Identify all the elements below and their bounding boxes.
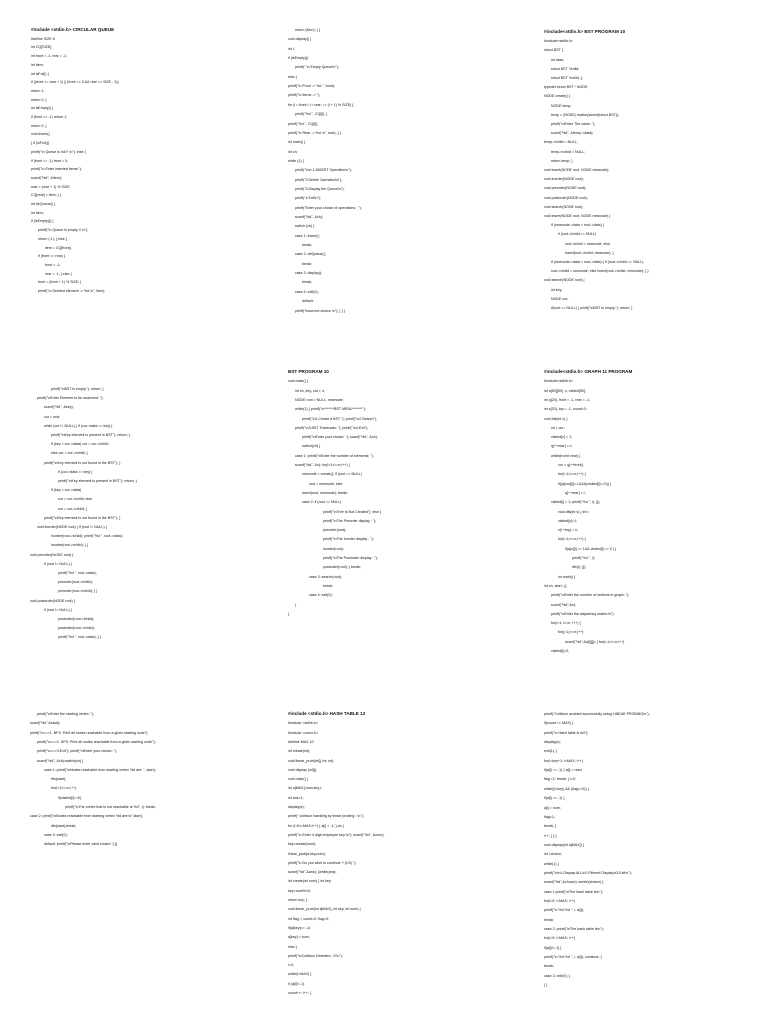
code-line: typedef struct BST * NODE; — [544, 85, 589, 90]
code-line: printf("\nEnter Element to be searched: "); — [37, 396, 104, 401]
code-line: if(a[i] == -1) { a[i] = num; — [544, 768, 583, 773]
code-line: else { — [288, 944, 297, 949]
code-line: int ch; — [288, 149, 298, 154]
code-line: int a[MAX],num,key,i; — [288, 786, 322, 791]
code-line: break; — [302, 261, 312, 266]
code-line: key=create(num); — [288, 842, 317, 847]
code-line: if (isEmpty()) — [288, 56, 309, 61]
code-heading: BST PROGRAM 10 — [288, 369, 329, 374]
code-line: } } — [544, 983, 548, 988]
code-line: if (root != NULL) { — [44, 561, 72, 566]
code-line: case 1:printf("\nThe hash table is\n"); — [544, 889, 603, 894]
code-line: return (-1); } else { — [38, 236, 67, 241]
code-line: printf("\n Queue is empty !! \n"); — [38, 228, 89, 233]
code-line: scanf("%d",&a[i][j]); } for(i=1;i<=n;i++) — [565, 639, 625, 644]
code-line: for (i = front; i != rear; i = (i + 1) % SIZE) { — [288, 102, 354, 107]
code-line: display(a); — [544, 740, 561, 745]
code-line: flag =1; break; } i=0; — [544, 777, 576, 782]
code-line: printf("\n Items -> "); — [288, 93, 321, 98]
code-line: while (cur != NULL) { if (cur->data == key) { — [44, 423, 113, 428]
code-line: temp->lchild = NULL; — [544, 140, 578, 145]
code-line: printf("\nThe Inorder display : "); — [323, 537, 374, 542]
code-line: break; — [302, 280, 312, 285]
code-line: struct BST *rchild; }; — [551, 76, 583, 80]
code-line: #define MAX 10 — [288, 739, 314, 744]
code-line: int isFull() { — [31, 71, 49, 76]
code-line: printf("3.Display the Queue\n"); — [295, 186, 345, 191]
code-line: printf(" \n Empty Queue\n"); — [295, 65, 339, 70]
code-heading: #include<stdio.h> BST PROGRAM 10 — [544, 29, 626, 34]
code-line: i++; } } } — [544, 833, 557, 838]
code-line: visited[i] = 1; printf("%d ", i); }}} — [551, 500, 600, 505]
code-line: insert(root->lchild, newnode); } — [565, 250, 614, 255]
code-line: printf("\nThe Preorder display : "); — [323, 518, 377, 523]
code-line: if ((front == rear + 1) || (front == 0 && rear == SIZE - 1)) — [31, 80, 119, 85]
code-line: else { — [288, 74, 297, 79]
code-line: int q[20], front = -1, rear = -1; — [544, 397, 590, 402]
code-line: int ch, key, val, i, n; — [295, 388, 326, 393]
code-line: inorder(root->lchild); printf("%d ", root->data); — [51, 534, 123, 539]
code-line: printf("\nThe Postorder display : "); — [323, 556, 378, 560]
code-line: root->rchild = newnode; else insert(root->rchild, newnode); } } — [551, 269, 649, 274]
code-line: printf("\nKey element is present in BST"); return; } — [58, 479, 137, 483]
code-line: printf("%d ", CQ[i]); } — [295, 112, 328, 117]
code-line: printf("\n Do you wish to continue ? (1/0) "); — [288, 860, 357, 865]
code-line: int main() { — [558, 574, 576, 579]
code-line: printf("\n Enter inserted items:"); — [31, 167, 82, 172]
code-line: for(j=1;j<=n;j++) — [558, 630, 584, 635]
code-line: int i,choice; — [544, 852, 562, 857]
code-line: { if (isFull()) — [31, 141, 50, 146]
code-line: printf("\n==>3:Exit"); printf("\nEnter your choice: "); — [37, 749, 118, 754]
code-line: #define SIZE 5 — [31, 36, 55, 41]
code-line: while(front!=rear) { — [551, 453, 581, 458]
code-line: insert(root, newnode); break; — [302, 490, 348, 495]
code-line: case 2: printf("\nNodes reachable from starting vertex %d are:\n",start); — [30, 814, 143, 819]
code-line: while((i<key) && (flag==0)) { — [544, 786, 589, 791]
code-line: scanf("%d",&choice); switch(choice) { — [544, 880, 604, 885]
code-line: q[++rear] = i; — [565, 490, 586, 495]
code-line: else cur = cur->rchild; } — [51, 451, 88, 456]
code-line: dfs(start);break; — [51, 823, 77, 828]
code-panel-4 — [30, 387, 245, 651]
code-line: while(i<MAX) { — [288, 972, 312, 977]
code-line: printf("\n==>1. BFS: Print all nodes reachable from a given starting node"); — [30, 730, 149, 735]
code-line: if(a[key]== -1) — [288, 925, 311, 930]
code-line: printf("Collision avoided successfully using LINEAR PROBING\n"); — [544, 712, 650, 716]
code-line: scanf("%d", &temp->data); — [551, 131, 594, 136]
code-line: void main() { — [288, 379, 308, 384]
code-line: case 1: printf("\nNodes reachable from starting vertex %d are: ", start); — [44, 767, 156, 772]
code-line: NODE create() { — [544, 94, 570, 99]
code-line: root->lchild = newnode; else — [565, 241, 610, 246]
code-line: scanf("%d", &ch); — [295, 215, 323, 219]
code-line: break; — [323, 583, 333, 588]
code-line: printf("%d ", CQ[i]); — [288, 121, 319, 126]
code-line: case 3: exit(0); } — [544, 973, 570, 978]
code-line: while (1) { — [288, 158, 304, 163]
code-line: if (newnode->data < root->data) { — [551, 223, 604, 228]
code-panel-2 — [288, 28, 503, 324]
code-line: int main() { — [288, 140, 306, 145]
code-line: void inorder(NODE root); — [544, 177, 584, 182]
code-line: printf("\n1.Create a BST "); printf("\n2.Search"); — [302, 416, 377, 421]
code-line: printf("\n %d %d ", i, a[i]); — [544, 908, 584, 913]
code-line: if (front == rear) { — [38, 254, 66, 259]
code-panel-3 — [544, 30, 759, 321]
code-line: for(i=key+1; i<MAX; i++) — [544, 758, 583, 763]
code-line: newnode = create(); if (root == NULL) — [302, 472, 362, 477]
code-line: front = -1; — [45, 262, 61, 267]
code-line: if(a[v][i] == 1&& visited[i] == 0 ) { — [565, 546, 617, 551]
code-line: if (a[i]!=-1) — [288, 981, 305, 986]
code-line: cur = q[++front]; — [558, 463, 584, 467]
code-line: preorder(root->rchild); } } — [58, 589, 98, 594]
code-line: printf("\nBST is empty."); return; } — [51, 387, 104, 391]
code-line: printf("\n Hash table is full"); — [544, 730, 589, 735]
code-line: if (root != NULL) { — [44, 607, 72, 612]
code-line: void linear_prob(int[], int, int); — [288, 758, 335, 763]
code-line: void bfs(int v) { — [544, 416, 568, 421]
code-line: int s[20], top = -1, count=0; — [544, 407, 587, 412]
code-line: count++; i++; } — [288, 991, 312, 995]
code-line: int ans=1; — [288, 795, 304, 800]
code-line: #include<stdlib.h> — [544, 39, 573, 44]
code-line: void preorder(NODE root) { — [30, 552, 74, 557]
code-line: void insert(NODE root, NODE newnode) { — [544, 214, 611, 218]
code-line: void display (int[]); — [288, 767, 317, 772]
code-line: if (key < cur->data) — [51, 488, 82, 493]
code-line: printf("\n Enter 4 digit employee key:\n"); scanf("%d", &num); — [288, 832, 385, 837]
code-line: break; — [544, 917, 554, 922]
code-line: scanf("%d", &key); — [44, 405, 74, 410]
code-line: linear_prob(a,key,num); — [288, 851, 326, 856]
code-line: while(1) { — [544, 861, 559, 866]
code-line: return 0; } — [31, 97, 47, 102]
code-line: printf("\nEnter The value: "); — [551, 122, 596, 126]
code-line: s[++top] = v; — [558, 528, 578, 533]
code-line: if (cur->data == key) { — [58, 469, 93, 474]
code-line: visited[v]=1; — [558, 518, 578, 523]
code-line: case 2: printf("\nThe hash table is\n"); — [544, 927, 604, 932]
code-line: while(1) { printf("\n*******BST MENU*******"); — [295, 407, 366, 412]
code-line: case 3: search(root); — [309, 574, 342, 579]
code-line: int a[50][50], n, visited[50]; — [544, 388, 586, 393]
code-line: root = newnode; else — [309, 481, 343, 486]
code-line: printf("\n %d %d ", i, a[i]); continue; } — [544, 955, 602, 960]
code-heading: #include <stdio.h> CIRCULAR QUEUE — [31, 27, 115, 32]
code-line: dfs(i); }}} — [572, 565, 586, 570]
code-line: void insert(NODE root, NODE newnode); — [544, 168, 610, 172]
code-line: inorder(root); — [323, 546, 344, 551]
code-line: printf("\n==>2. DFS: Print all nodes reachable from a given starting node"); — [37, 739, 156, 744]
code-line: rear = (rear + 1) % SIZE; — [31, 184, 71, 189]
code-line: printf("\n\n 1.INSERT Operation\n"); — [295, 168, 352, 173]
code-line: flag=1; — [544, 814, 555, 819]
code-line: break; } — [544, 824, 557, 829]
code-panel-6 — [544, 370, 759, 664]
code-line: if (front == -1) front = 0; — [31, 158, 69, 163]
code-line: for(i=1;i<=n;i++) { — [558, 537, 586, 542]
code-line: void postorder(NODE root) { — [30, 598, 75, 603]
code-panel-8 — [288, 712, 503, 1006]
code-line: int front = -1, rear = -1; — [31, 54, 67, 59]
code-line: if (isEmpty()) { — [31, 219, 54, 224]
code-line: if (newnode->data > root->data) { if (root->rchild == NULL) — [551, 260, 644, 264]
code-line: bfs(start); — [51, 777, 67, 782]
code-line: scanf("%d", &ch);switch(ch) { — [37, 758, 84, 763]
code-line: cur = root; — [44, 414, 61, 419]
code-line: int i; — [288, 46, 295, 51]
code-line: case 1: printf("\nEnter the number of elements: "); — [295, 453, 374, 458]
code-line: display(a); — [288, 805, 305, 809]
code-line: switch(ch) { — [302, 444, 321, 449]
code-line: break; — [302, 243, 312, 248]
code-line: printf("\n Deleted element -> %d \n", item); — [38, 289, 106, 293]
code-line: for(i=1;i<=n;i++) — [51, 786, 77, 791]
code-line: int key; — [551, 287, 563, 292]
code-line: NODE temp; — [551, 103, 572, 108]
code-line: break; — [544, 964, 554, 969]
code-line: printf("\nKey element is not found in the BST"); } — [44, 460, 121, 465]
code-line: void search(NODE root); — [544, 204, 584, 209]
code-line: scanf("%d",&n); — [551, 602, 577, 607]
code-line: } — [295, 602, 297, 607]
code-line: switch (ch) { — [295, 224, 315, 229]
code-line: temp = (NODE) malloc(sizeof(struct BST)); — [551, 112, 620, 117]
code-line: printf("\nEnter the number of vertices in graph: "); — [551, 593, 630, 598]
code-line: #include <stdlib.h> — [288, 721, 318, 726]
code-line: CQ[rear] = item; } } — [31, 193, 62, 198]
code-line: case 4: exit(0); — [309, 593, 333, 598]
code-line: printf("\nKey element is not found in the BST"); } — [44, 515, 121, 520]
code-line: return temp; } — [551, 158, 573, 163]
code-panel-1 — [31, 28, 246, 304]
code-line: if((a[cur][i]==1)&&(visited[i]==0)) { — [558, 481, 612, 486]
code-line: cur = cur->rchild; } — [58, 506, 88, 511]
code-line: case 1: insert(); — [295, 233, 320, 238]
code-line: int item; — [31, 210, 44, 215]
code-line: void main() { — [288, 777, 308, 782]
code-line: for(i=1;i<=n;i++) { — [558, 472, 586, 477]
code-line: int data; — [551, 57, 564, 62]
code-panel-9 — [544, 712, 759, 999]
code-line: postorder(root); } break; — [323, 565, 361, 570]
code-line: if(a[i]!=-1) { — [544, 945, 562, 950]
code-line: default: — [302, 299, 314, 304]
code-line: preorder(root); — [323, 528, 347, 533]
code-line: for(i=0; i<MAX; i++) — [544, 899, 576, 903]
code-line: printf(" collision handling by linear probing : \n"); — [288, 814, 364, 819]
code-line: default: printf("\nPlease enter valid choice:");}} — [44, 842, 118, 847]
code-line: printf("\nEnter the adjacency matrix:\n"); — [551, 611, 615, 616]
code-heading: #include<stdio.h> GRAPH 11 PROGRAM — [544, 369, 633, 374]
code-line: preorder(root->lchild); — [58, 580, 93, 585]
code-line: void dfs(int v) { int i; — [558, 509, 590, 514]
code-line: void inorder(NODE root) { if (root != NULL) { — [37, 525, 107, 529]
code-line: void display() { — [288, 37, 312, 42]
code-line: for(i=0; i<MAX; i++) — [544, 936, 576, 941]
code-line: case 4: exit(0); — [295, 289, 319, 294]
code-line: printf("\n Front -> %d ", front); — [288, 84, 335, 89]
code-line: printf("\nEnter the starting vertex: "); — [37, 712, 95, 716]
code-line: NODE cur; — [551, 296, 569, 301]
code-line: if(root == NULL) { printf("\nBST is empty."); return; } — [551, 306, 633, 310]
code-line: printf("\nThe vertex that is not reachable is %d" ,i); break; — [65, 805, 156, 809]
code-line: int isEmpty() { — [31, 106, 54, 111]
code-heading: #include <stdio.h> HASH TABLE 12 — [288, 711, 366, 716]
code-line: printf("\n Queue is full !! \n"); else { — [31, 149, 86, 154]
code-line: a[i] = num; — [544, 805, 561, 810]
code-line: for(i=1; i<=n; i++) { — [551, 621, 581, 626]
code-line: int create(int); — [288, 749, 310, 754]
code-line: printf("%d ", root->data); — [58, 571, 97, 575]
code-line: printf("4.Exit\n"); — [295, 196, 321, 201]
code-line: rear = -1; } else { — [45, 271, 72, 276]
code-line: void display(int a[MAX]) { — [544, 842, 584, 847]
code-line: if (root->lchild == NULL) — [558, 232, 597, 237]
code-line: void postorder(NODE root); — [544, 195, 588, 200]
code-line: printf("Enter your choice of operations : "); — [295, 205, 362, 210]
code-line: struct BST { — [544, 48, 563, 53]
code-line: #include<stdlib.h> — [544, 379, 573, 384]
code-line: printf("%d ", i); — [572, 556, 595, 560]
code-line: if(a[i] == -1) { — [544, 796, 565, 801]
code-line: q[++rear] = v; — [551, 444, 573, 449]
code-line: return (item); } } — [295, 28, 320, 32]
code-line: scanf("%d",&start); — [30, 721, 61, 726]
code-line: inorder(root->rchild); } } — [51, 543, 89, 548]
code-line: printf("\n\n1.Display ALL\n2.Filtered Display\n3.Exit\n"); — [544, 870, 632, 875]
code-line: int flag, i, count=0; flag=0; — [288, 916, 330, 921]
code-line: case 2: if (root == NULL) — [302, 500, 342, 505]
code-line: void insert() — [31, 132, 50, 137]
code-line: return key; } — [288, 898, 308, 902]
code-line: a[key] = num; — [288, 935, 310, 940]
code-line: case 3: display(); — [295, 271, 323, 276]
code-line: postorder(root->lchild); — [58, 617, 95, 621]
code-line: void linear_prob(int a[MAX], int key, int num) { — [288, 907, 361, 912]
code-panel-7 — [30, 712, 245, 858]
code-line: printf("2.Delete Operation\n"); — [295, 177, 343, 182]
code-panel-5 — [288, 370, 503, 627]
code-line: scanf("%d",&ans); }while(ans); — [288, 870, 337, 875]
code-line: front = (front + 1) % SIZE; } — [38, 280, 82, 285]
code-line: printf("\n Rear -> %d \n", rear); } } — [288, 130, 341, 135]
code-line: int item; — [31, 62, 44, 67]
code-line: int CQ[SIZE]; — [31, 45, 53, 50]
code-line: printf("\nTree Is Not Created"); else { — [323, 509, 382, 514]
code-line: int create(int num) { int key; — [288, 879, 332, 884]
code-line: exit(1); } — [544, 749, 558, 754]
code-line: printf("\nCollision Detected...!!!\n"); — [288, 953, 343, 958]
code-line: printf("%d ", root->data); } } — [58, 635, 102, 640]
code-line: int ch, start, i,j; — [544, 583, 568, 588]
code-line: key=num%10; — [288, 888, 311, 893]
code-line: visited[i]=0; — [551, 649, 570, 653]
code-line: struct BST *lchild; — [551, 66, 580, 71]
code-line: item = CQ[front]; — [45, 245, 72, 250]
code-line: return 1; — [31, 88, 45, 93]
code-line: cur = cur->lchild; else — [58, 497, 93, 502]
code-line: scanf("%d", &item); — [31, 175, 62, 180]
code-line: scanf("%d", &n); for(i=1;i<=n;i++) { — [295, 463, 350, 467]
code-line: } — [288, 611, 290, 616]
code-line: postorder(root->rchild); — [58, 626, 95, 631]
code-line: if (key < cur->data) cur = cur->lchild; — [51, 442, 109, 447]
code-line: i=0; — [288, 963, 294, 968]
code-line: printf("Incorrect choice \n"); } } } — [295, 308, 345, 313]
code-line: visited[v] = 1; — [551, 435, 573, 440]
code-line: temp->rchild = NULL; — [551, 149, 586, 154]
code-line: void preorder(NODE root); — [544, 186, 587, 191]
code-line: case 2: deQueue(); — [295, 252, 326, 257]
code-line: case 3: exit(0); — [44, 832, 68, 837]
code-line: printf("\n3.BST Traversals: "); printf("\n4.Exit"); — [295, 425, 369, 430]
code-line: if (front == -1) return 1; — [31, 115, 68, 119]
code-line: void search(NODE root) { — [544, 278, 585, 283]
code-line: NODE root = NULL, newnode; — [295, 397, 344, 402]
code-line: for (i=0;i<MAX;i++) { a[i] = -1; } do { — [288, 823, 344, 828]
code-line: if(visited[i]==0) — [58, 795, 82, 800]
code-line: printf("\nEnter your choice: "); scanf("%d", &ch); — [302, 435, 378, 440]
code-line: return 0; } — [31, 123, 47, 128]
code-line: printf("\nKey element is present in BST"); return; } — [51, 433, 130, 437]
code-line: #include <conio.h> — [288, 730, 319, 735]
code-line: int i, cur; — [551, 425, 565, 430]
code-line: int deQueue() { — [31, 202, 56, 206]
code-line: if(count == MAX) { — [544, 721, 574, 726]
